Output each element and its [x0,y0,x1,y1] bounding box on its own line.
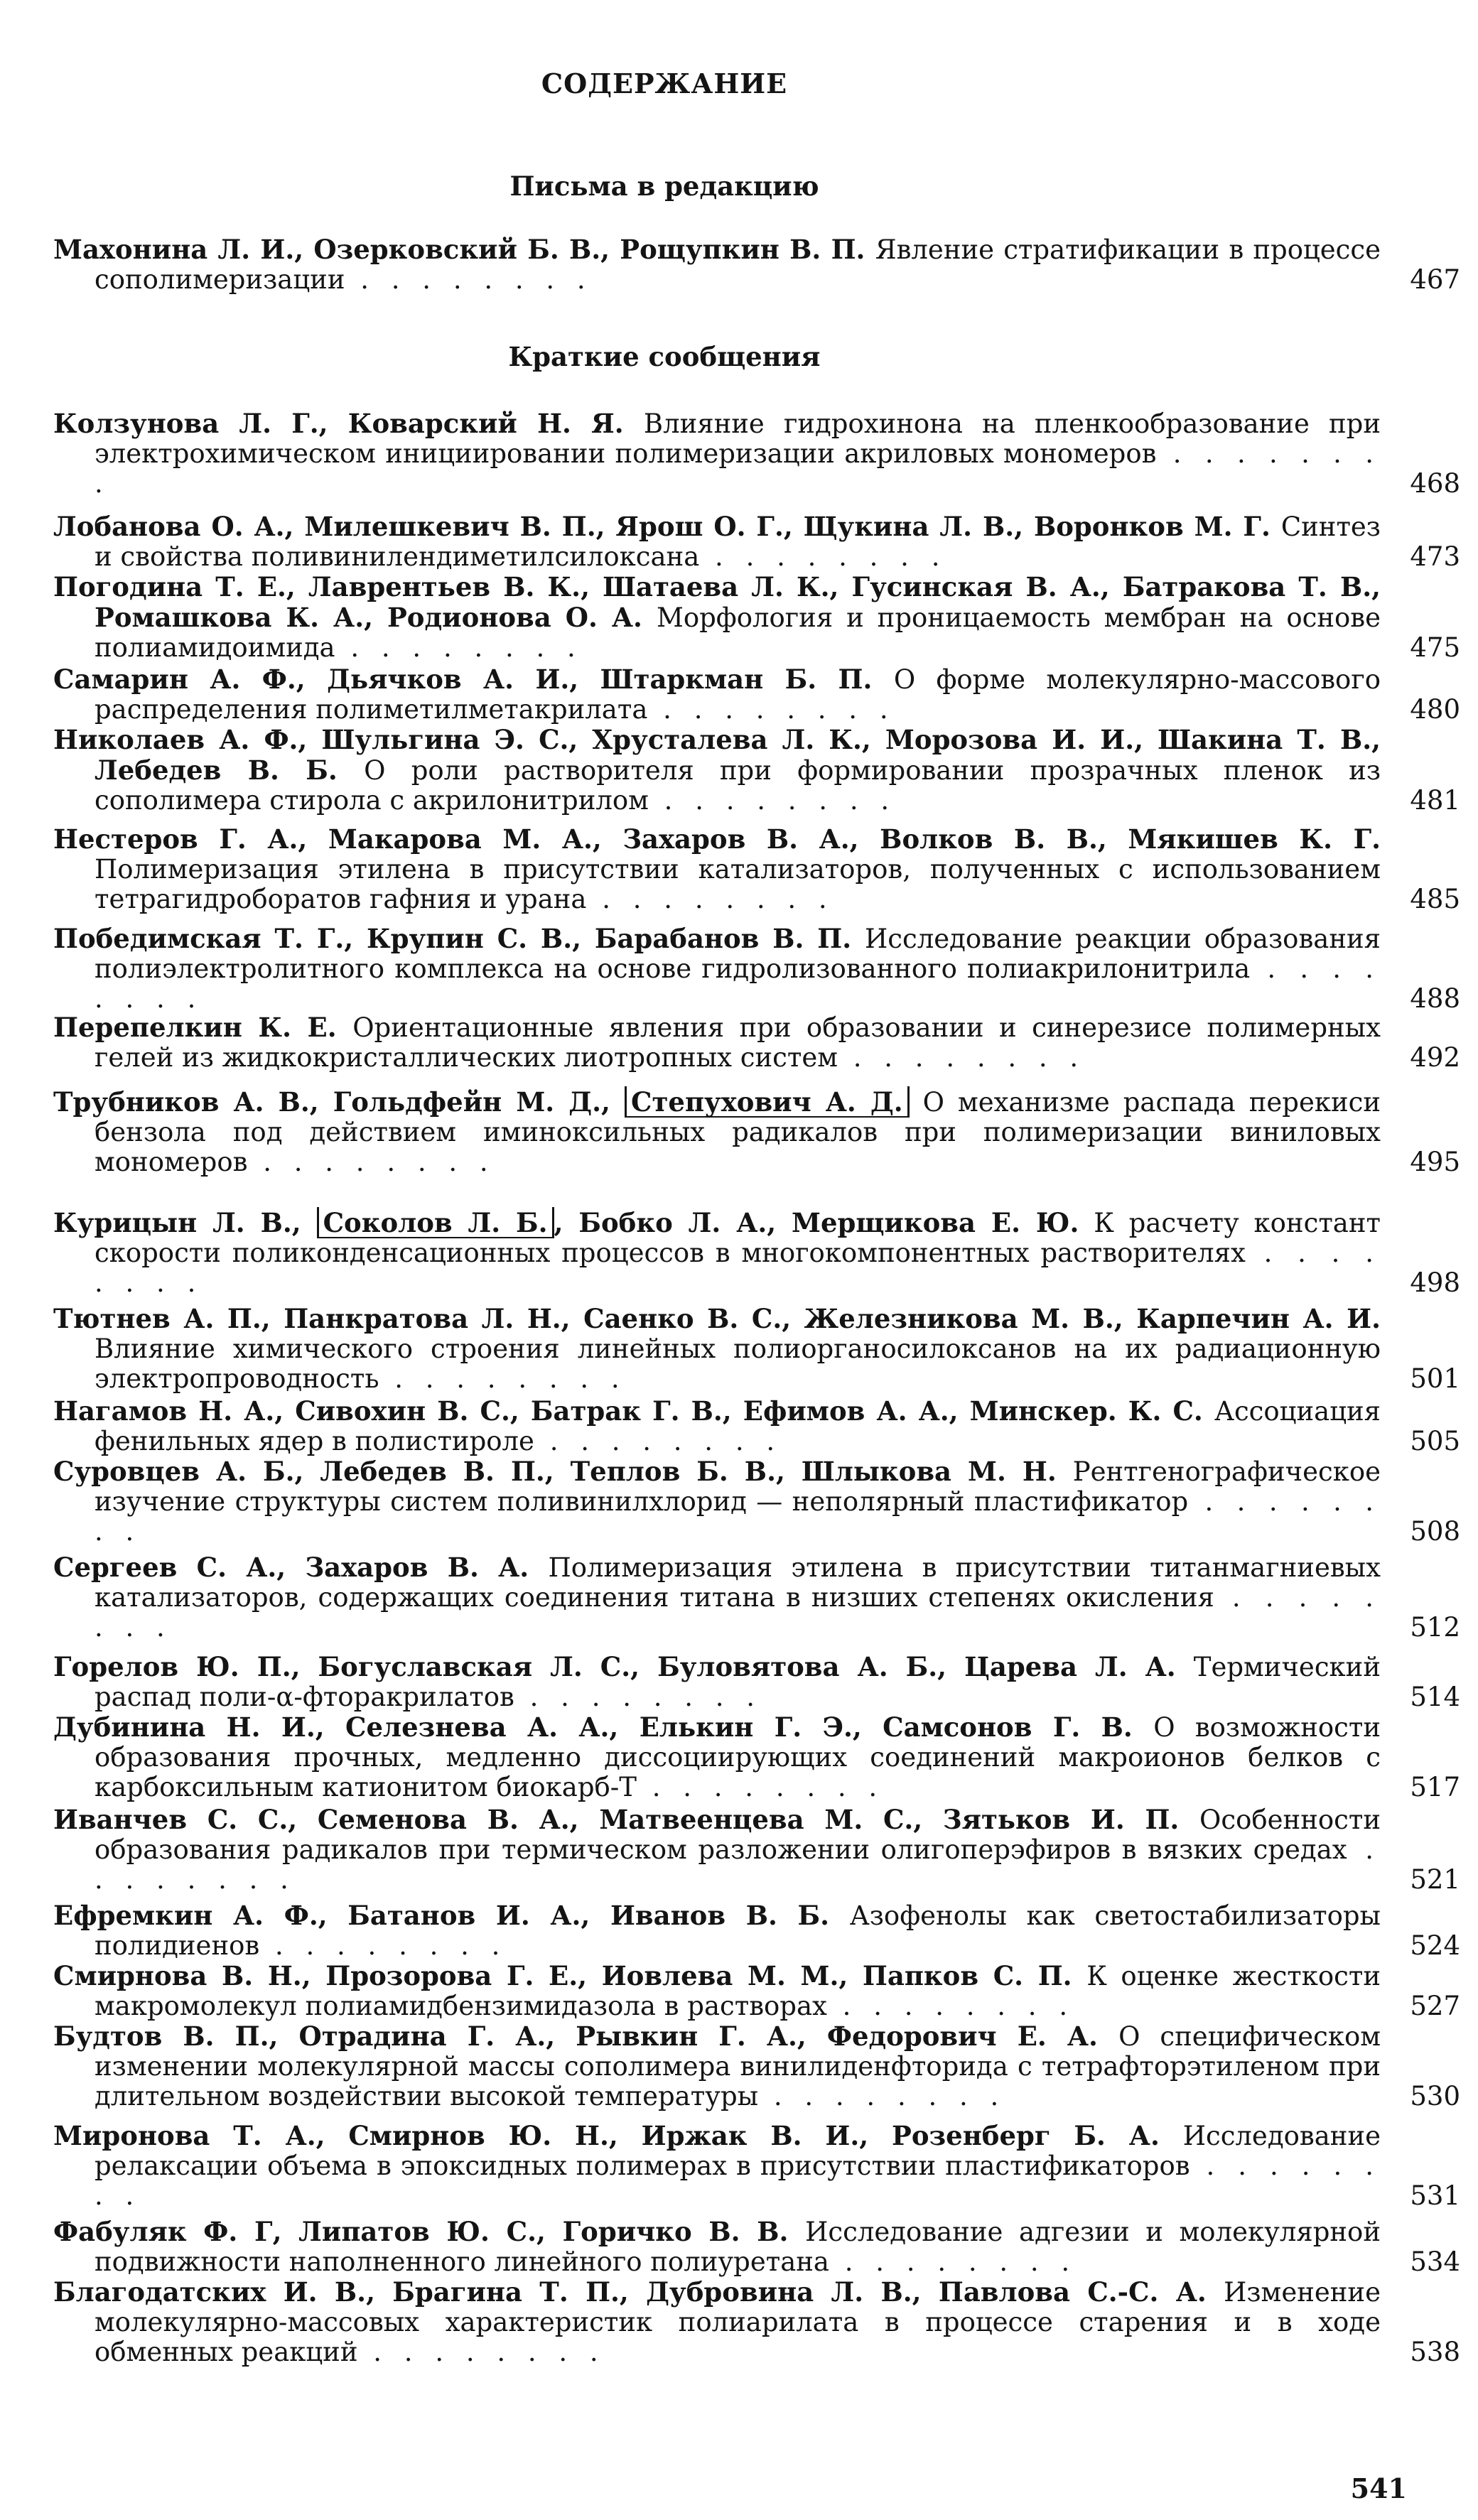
toc-entry-authors: Ефремкин А. Ф., Батанов И. А., Иванов В. Б. [53,1900,850,1931]
toc-leader-dots: . . . . . . . . [335,632,583,663]
toc-leader-dots: . . . . . . . . [586,884,834,914]
toc-entry [53,1805,1460,1895]
toc-entry-text [53,1012,1381,1073]
toc-entry-authors: Фабуляк Ф. Г, Липатов Ю. С., Горичко В. В. [53,2216,806,2247]
toc-entry-title: О возможности образования прочных, медленно диссоциирующих соединений макроионов белков с карбоксильным катионитом биокарб-Т [95,1712,1381,1802]
toc-entry [53,2121,1460,2211]
toc-entry-text [53,2121,1381,2211]
toc-entry [53,1652,1460,1712]
toc-entry-authors: Лобанова О. А., Милешкевич В. П., Ярош О. Г., Щукина Л. В., Воронков М. Г. [53,511,1281,542]
toc-entry-authors: Горелов Ю. П., Богуславская Л. С., Буловятова А. Б., Царева Л. А. [53,1651,1194,1682]
toc-leader-dots: . . . . . . . . [379,1363,627,1394]
toc-entry-title: К оценке жесткости макромолекул полиамидбензимидазола в растворах [95,1961,1381,2021]
toc-entry-title: Морфология и проницаемость мембран на основе полиамидоимида [95,602,1381,663]
toc-entry-authors: Смирнова В. Н., Прозорова Г. Е., Иовлева М. М., Папков С. П. [53,1960,1087,1991]
toc-entry-title: О форме молекулярно-массового распределения полиметилметакрилата [95,664,1381,725]
toc-entry-title: Особенности образования радикалов при термическом разложении олигоперэфиров в вязких средах [95,1805,1381,1865]
toc-entry-title: О механизме распада перекиси бензола под действием иминоксильных радикалов при полимеризации виниловых мономеров [95,1087,1381,1177]
toc-entry-page: 514 [1410,1682,1460,1712]
toc-entry-text [53,2277,1381,2367]
toc-entry-authors: Благодатских И. В., Брагина Т. П., Дубровина Л. В., Павлова С.-С. А. [53,2276,1224,2308]
toc-entry-text [53,1456,1381,1547]
toc-entry [53,572,1460,663]
toc-leader-dots: . . . . . . . . [95,953,1381,1014]
toc-leader-dots: . . . . . . . . [648,785,897,816]
toc-entry-text [53,2021,1381,2111]
toc-entry-text [53,2217,1381,2277]
toc-entry [53,924,1460,1014]
toc-entry [53,2217,1460,2277]
toc-entry-title: Азофенолы как светостабилизаторы полидиенов [95,1900,1381,1961]
toc-entry-title: Изменение молекулярно-массовых характеристик полиарилата в процессе старения и в ходе обменных реакций [95,2277,1381,2367]
page-title: СОДЕРЖАНИЕ [541,67,788,99]
toc-entry [53,2021,1460,2111]
toc-entry [53,2277,1460,2367]
toc-entry-page: 498 [1410,1267,1460,1298]
toc-entry-text [53,1208,1381,1298]
toc-entry-title: Явление стратификации в процессе сополимеризации [95,234,1381,295]
toc-entry-page: 530 [1410,2081,1460,2111]
toc-entry-authors: Перепелкин К. Е. [53,1012,353,1043]
toc-entry-title: Исследование адгезии и молекулярной подвижности наполненного линейного полиуретана [95,2217,1381,2277]
toc-entry-authors: Сергеев С. А., Захаров В. А. [53,1552,549,1583]
toc-leader-dots: . . . . . . . . [534,1426,782,1456]
toc-entry-page: 485 [1410,884,1460,914]
toc-entry-page: 467 [1410,264,1460,295]
toc-entry-text [53,1396,1381,1456]
toc-leader-dots: . . . . . . . . [345,264,593,295]
toc-entry-page: 521 [1410,1864,1460,1895]
toc-leader-dots: . . . . . . . . [95,1834,1381,1895]
toc-entry-authors: Будтов В. П., Отрадина Г. А., Рывкин Г. А., Федорович Е. А. [53,2021,1119,2052]
toc-entry [53,512,1460,572]
toc-entry-authors: Николаев А. Ф., Шульгина Э. С., Хрусталева Л. К., Морозова И. И., Шакина Т. В., Лебедев В. Б. [53,724,1381,786]
toc-entry-page: 527 [1410,1991,1460,2021]
toc-entry-authors: Миронова Т. А., Смирнов Ю. Н., Иржак В. И., Розенберг Б. А. [53,2120,1183,2151]
toc-entry-authors: Победимская Т. Г., Крупин С. В., Барабанов В. П. [53,923,865,954]
toc-entry-title: Исследование релаксации объема в эпоксидных полимерах в присутствии пластификаторов [95,2121,1381,2181]
toc-entry-authors: Курицын Л. В., [53,1207,317,1238]
toc-entry-page: 492 [1410,1042,1460,1073]
toc-entry-page: 524 [1410,1930,1460,1961]
toc-entry-page: 512 [1410,1612,1460,1643]
toc-leader-dots: . . . . . . . . [758,2081,1006,2111]
toc-entry [53,1712,1460,1802]
section-heading-letters: Письма в редакцию [509,171,819,202]
toc-leader-dots: . . . . . . . . [636,1772,885,1802]
section-heading-brief: Краткие сообщения [508,341,821,372]
toc-leader-dots: . . . . . . . . [247,1147,495,1177]
toc-entry-text [53,1552,1381,1643]
toc-leader-dots: . . . . . . . . [95,1238,1381,1298]
toc-leader-dots: . . . . . . . . [357,2337,605,2367]
toc-entry-text [53,1652,1381,1712]
toc-entry-title: О специфическом изменении молекулярной массы сополимера винилиденфторида с тетрафторэтиленом при длительном воздействии высокой температуры [95,2021,1381,2111]
toc-entry-authors: Дубинина Н. И., Селезнева А. А., Елькин Г. Э., Самсонов Г. В. [53,1711,1154,1743]
toc-leader-dots: . . . . . . . . [647,694,895,725]
toc-entry-deceased-author: Степухович А. Д. [625,1086,910,1118]
toc-entry-deceased-author: Соколов Л. Б. [317,1207,554,1238]
toc-entry-text [53,1304,1381,1394]
toc-entry-page: 501 [1410,1363,1460,1394]
toc-entry-text [53,824,1381,914]
toc-leader-dots: . . . . . . . . [95,2151,1381,2211]
toc-entry-text [53,664,1381,725]
toc-entry-text [53,1900,1381,1961]
toc-entry-page: 531 [1410,2180,1460,2211]
final-page-number: 541 [1350,2472,1407,2504]
toc-entry-title: Исследование реакции образования полиэлектролитного комплекса на основе гидролизованного полиакрилонитрила [95,924,1381,984]
toc-entry-page: 534 [1410,2246,1460,2277]
toc-entry [53,1552,1460,1643]
toc-entry-authors: Суровцев А. Б., Лебедев В. П., Теплов Б. В., Шлыкова М. Н. [53,1456,1073,1487]
toc-entry-title: Синтез и свойства поливинилендиметилсилоксана [95,512,1381,572]
toc-entry [53,1396,1460,1456]
toc-entry [53,824,1460,914]
toc-entry-authors: Колзунова Л. Г., Коварский Н. Я. [53,408,644,439]
toc-entry-authors: Трубников А. В., Гольдфейн М. Д., [53,1086,625,1118]
toc-entry [53,1087,1460,1177]
toc-entry-title: Ориентационные явления при образовании и синерезисе полимерных гелей из жидкокристаллических лиотропных систем [95,1012,1381,1073]
toc-entry-authors: Иванчев С. С., Семенова В. А., Матвеенцева М. С., Зятьков И. П. [53,1804,1200,1835]
toc-entry-title: Термический распад поли-α-фторакрилатов [95,1652,1381,1712]
toc-entry-title: Влияние химического строения линейных полиорганосилоксанов на их радиационную электропроводность [95,1334,1381,1394]
toc-leader-dots: . . . . . . . . [95,1486,1381,1547]
toc-entry-text [53,409,1381,499]
toc-entry-page: 468 [1410,468,1460,499]
toc-entry [53,1304,1460,1394]
toc-entry-text [53,234,1381,295]
toc-entry [53,1012,1460,1073]
toc-entry [53,409,1460,499]
toc-leader-dots: . . . . . . . . [838,1042,1086,1073]
toc-entry-title: Полимеризация этилена в присутствии катализаторов, полученных с использованием тетрагидроборатов гафния и урана [95,854,1381,914]
toc-entry-text [53,1961,1381,2021]
toc-entry-text [53,1087,1381,1177]
toc-leader-dots: . . . . . . . . [95,438,1381,499]
toc-leader-dots: . . . . . . . . [259,1930,507,1961]
toc-entry-text [53,725,1381,816]
toc-entry [53,725,1460,816]
toc-leader-dots: . . . . . . . . [95,1582,1381,1643]
toc-entry [53,1208,1460,1298]
toc-entry-text [53,1805,1381,1895]
toc-entry-authors: Самарин А. Ф., Дьячков А. И., Штаркман Б. П. [53,664,894,695]
toc-leader-dots: . . . . . . . . [699,541,947,572]
toc-entry-title: Полимеризация этилена в присутствии титанмагниевых катализаторов, содержащих соединения титана в низших степенях окисления [95,1552,1381,1613]
toc-entry [53,1456,1460,1547]
toc-entry-authors: Нагамов Н. А., Сивохин В. С., Батрак Г. В., Ефимов А. А., Минскер. К. С. [53,1395,1214,1427]
toc-entry-authors: Нестеров Г. А., Макарова М. А., Захаров В. А., Волков В. В., Мякишев К. Г. [53,823,1381,855]
toc-entry [53,664,1460,725]
toc-entry-page: 505 [1410,1426,1460,1456]
toc-entry-text [53,572,1381,663]
toc-entry [53,234,1460,295]
toc-entry-title: Влияние гидрохинона на пленкообразование при электрохимическом инициировании полимеризации акриловых мономеров [95,409,1381,469]
toc-entry-page: 473 [1410,541,1460,572]
toc-entry-page: 488 [1410,983,1460,1014]
toc-entry-page: 538 [1410,2337,1460,2367]
toc-entry-text [53,924,1381,1014]
toc-leader-dots: . . . . . . . . [829,2246,1077,2277]
toc-entry-authors: Махонина Л. И., Озерковский Б. В., Рощупкин В. П. [53,234,875,265]
toc-entry-page: 495 [1410,1147,1460,1177]
toc-entry-page: 508 [1410,1516,1460,1547]
toc-entry-title: К расчету констант скорости поликонденсационных процессов в многокомпонентных растворителях [95,1208,1381,1268]
toc-entry-page: 480 [1410,694,1460,725]
toc-entry-title: О роли растворителя при формировании прозрачных пленок из сополимера стирола с акрилонитрилом [95,755,1381,816]
toc-entry-title: Ассоциация фенильных ядер в полистироле [95,1396,1381,1456]
toc-leader-dots: . . . . . . . . [514,1682,762,1712]
toc-entry-authors-continued: , Бобко Л. А., Мерщикова Е. Ю. [554,1207,1079,1238]
toc-entry-text [53,512,1381,572]
toc-entry-authors: Погодина Т. Е., Лаврентьев В. К., Шатаева Л. К., Гусинская В. А., Батракова Т. В., Ромашкова К. А., Родионова О. А. [53,571,1381,633]
toc-entry-page: 517 [1410,1772,1460,1802]
toc-leader-dots: . . . . . . . . [826,1991,1075,2021]
toc-entry-text [53,1712,1381,1802]
toc-entry-page: 481 [1410,785,1460,816]
toc-entry-page: 475 [1410,632,1460,663]
toc-entry-title: Рентгенографическое изучение структуры систем поливинилхлорид — неполярный пластификатор [95,1456,1381,1517]
toc-entry [53,1900,1460,1961]
toc-entry [53,1961,1460,2021]
toc-entry-authors: Тютнев А. П., Панкратова Л. Н., Саенко В. С., Железникова М. В., Карпечин А. И. [53,1303,1381,1334]
